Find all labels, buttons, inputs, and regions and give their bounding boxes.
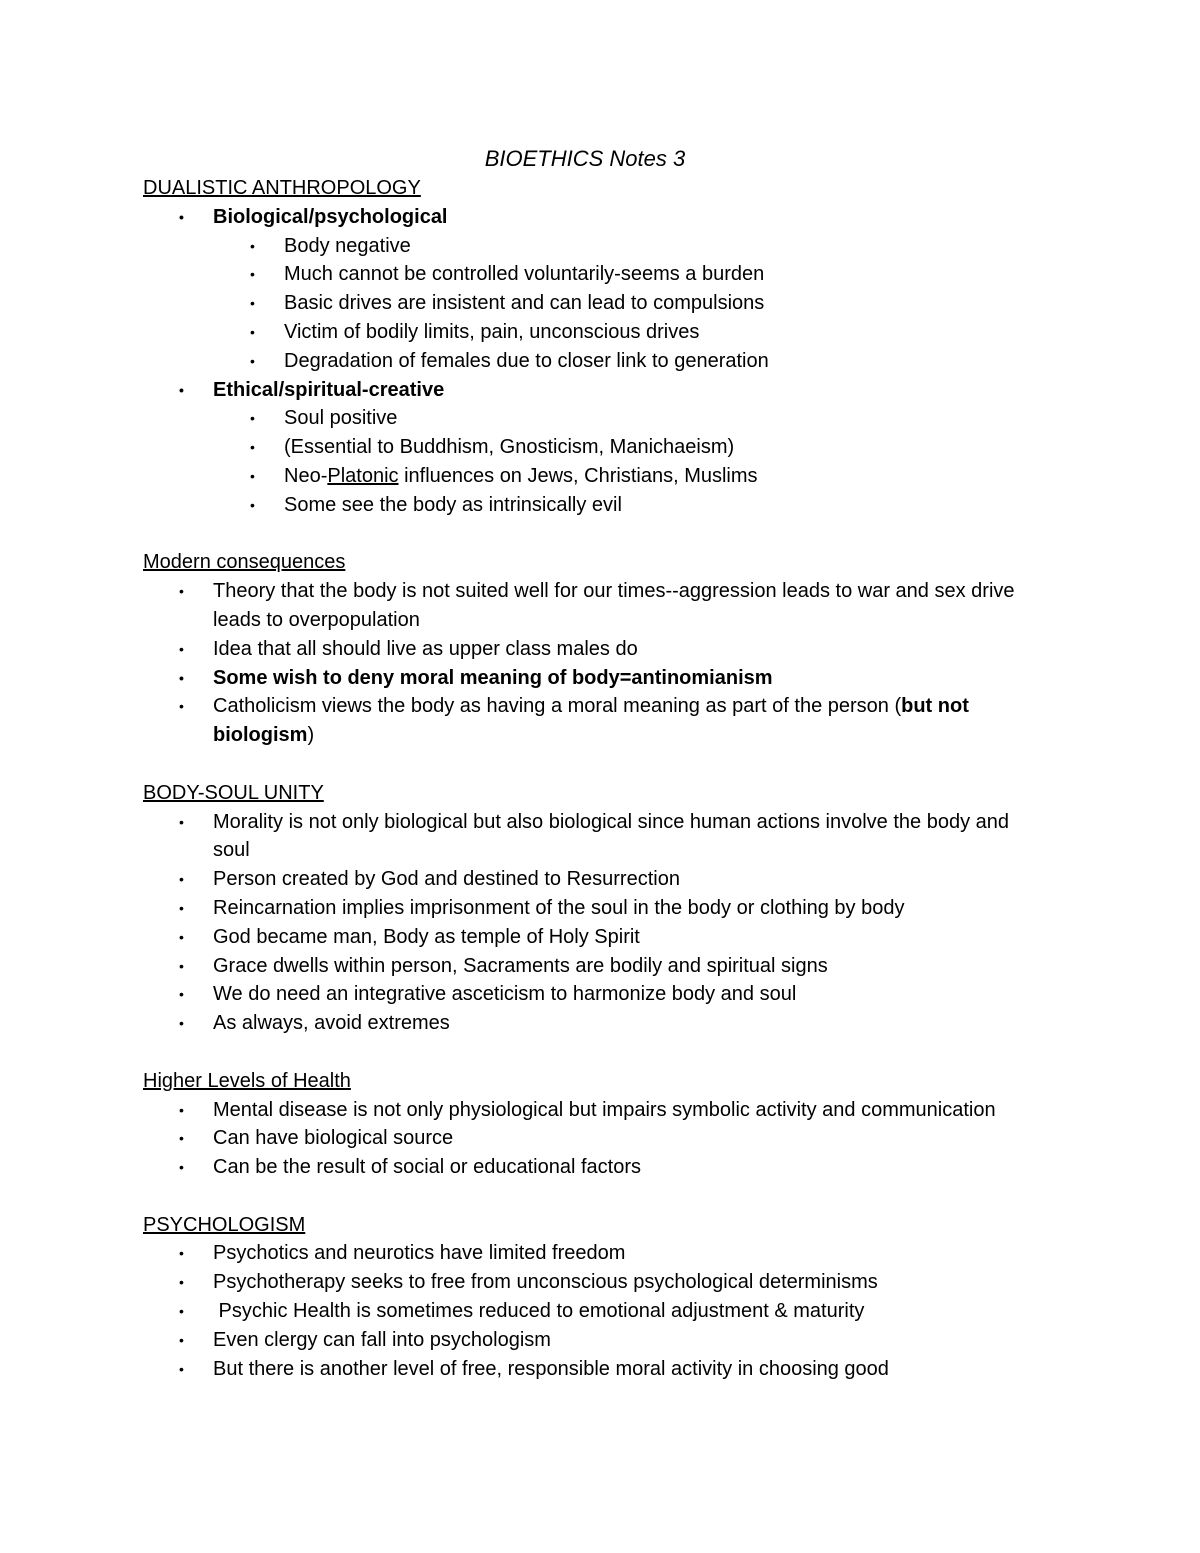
list-item-text: Biological/psychological — [213, 205, 448, 228]
list-item — [143, 462, 1043, 491]
dualistic-list — [143, 203, 1043, 520]
catholicism-text: Catholicism views the body as having a moral meaning as part of the person ( — [213, 695, 902, 718]
list-item-text: Ethical/spiritual-creative — [213, 378, 445, 401]
list-item-text: We do need an integrative asceticism to harmonize body and soul — [213, 983, 797, 1006]
bullet-icon: • — [179, 1101, 184, 1118]
list-item — [143, 1009, 1043, 1038]
bullet-icon: • — [250, 266, 255, 283]
bullet-icon: • — [250, 410, 255, 427]
list-item-text: Psychotherapy seeks to free from unconscious psychological determinisms — [213, 1271, 878, 1294]
spacer — [143, 1182, 1043, 1211]
list-item-text: As always, avoid extremes — [213, 1012, 450, 1035]
list-item — [143, 1268, 1043, 1297]
list-item — [143, 1297, 1043, 1326]
platonic-underlined: Platonic — [327, 464, 399, 487]
bullet-icon: • — [179, 1303, 184, 1320]
section-heading-psychologism: PSYCHOLOGISM — [143, 1213, 306, 1236]
list-item-text: Victim of bodily limits, pain, unconscious drives — [284, 320, 700, 343]
bullet-icon: • — [250, 237, 255, 254]
unity-list — [143, 808, 1043, 1038]
bullet-icon: • — [179, 1130, 184, 1147]
list-item-text: Person created by God and destined to Resurrection — [213, 868, 680, 891]
list-item — [143, 491, 1043, 520]
health-list — [143, 1096, 1043, 1182]
list-item-text: Can be the result of social or educational factors — [213, 1156, 642, 1179]
list-item — [143, 1124, 1043, 1153]
bullet-icon: • — [179, 957, 184, 974]
bullet-icon: • — [179, 899, 184, 916]
list-item — [143, 1326, 1043, 1355]
list-item-text: Theory that the body is not suited well for our times--aggression leads to war and sex drive leads to overpopulation — [213, 580, 1015, 631]
document-body — [143, 144, 1043, 1383]
list-item — [143, 404, 1043, 433]
bullet-icon: • — [250, 323, 255, 340]
list-item — [143, 1096, 1043, 1125]
list-item-text: Morality is not only biological but also biological since human actions involve the body and soul — [213, 810, 1010, 862]
neo-suffix: influences on Jews, Christians, Muslims — [398, 464, 758, 487]
list-item-text: Even clergy can fall into psychologism — [213, 1328, 551, 1351]
list-item-text: Basic drives are insistent and can lead to compulsions — [284, 292, 765, 315]
page-title: BIOETHICS Notes 3 — [484, 146, 686, 171]
list-item — [143, 1355, 1043, 1384]
bullet-icon: • — [179, 1159, 184, 1176]
list-item — [143, 347, 1043, 376]
list-item-text: Psychotics and neurotics have limited freedom — [213, 1242, 626, 1265]
list-item-text: Soul positive — [284, 407, 398, 430]
bullet-icon: • — [179, 986, 184, 1003]
list-item-text: But there is another level of free, responsible moral activity in choosing good — [213, 1357, 889, 1380]
list-item-text: Can have biological source — [213, 1127, 454, 1150]
list-item — [143, 952, 1043, 981]
psychologism-list — [143, 1239, 1043, 1383]
bullet-icon: • — [179, 1274, 184, 1291]
bullet-icon: • — [179, 381, 184, 398]
list-item-text: Degradation of females due to closer link to generation — [284, 349, 769, 372]
bullet-icon: • — [179, 1245, 184, 1262]
list-item — [143, 808, 1043, 866]
list-item-text: Grace dwells within person, Sacraments are bodily and spiritual signs — [213, 954, 828, 977]
list-item — [143, 923, 1043, 952]
bullet-icon: • — [179, 583, 184, 600]
catholicism-bold: but not biologism — [213, 695, 969, 747]
list-item-text: God became man, Body as temple of Holy Spirit — [213, 925, 640, 948]
bullet-icon: • — [179, 871, 184, 888]
list-item — [143, 664, 1043, 693]
list-item-text: Much cannot be controlled voluntarily-seems a burden — [284, 263, 765, 286]
spacer — [143, 520, 1043, 549]
bullet-icon: • — [250, 439, 255, 456]
modern-list — [143, 577, 1043, 750]
section-heading-unity: BODY-SOUL UNITY — [143, 781, 324, 804]
list-item — [143, 318, 1043, 347]
list-item — [143, 980, 1043, 1009]
catholicism-end: ) — [307, 724, 315, 747]
list-item — [143, 635, 1043, 664]
list-item-text: Idea that all should live as upper class males do — [213, 637, 638, 660]
bullet-icon: • — [250, 467, 255, 484]
bullet-icon: • — [179, 928, 184, 945]
section-heading-modern: Modern consequences — [143, 551, 346, 574]
section-heading-dualistic: DUALISTIC ANTHROPOLOGY — [143, 177, 421, 199]
section-heading-health: Higher Levels of Health — [143, 1069, 351, 1092]
bullet-icon: • — [179, 813, 184, 830]
bullet-icon: • — [179, 1360, 184, 1377]
bullet-icon: • — [179, 1331, 184, 1348]
list-item — [143, 433, 1043, 462]
list-item-text: (Essential to Buddhism, Gnosticism, Manichaeism) — [284, 436, 735, 459]
list-item — [143, 1239, 1043, 1268]
list-item — [143, 894, 1043, 923]
list-item — [143, 692, 1043, 750]
bullet-icon: • — [179, 669, 184, 686]
bullet-icon: • — [250, 352, 255, 369]
spacer — [143, 1038, 1043, 1067]
list-item — [143, 289, 1043, 318]
bullet-icon: • — [179, 208, 184, 225]
bullet-icon: • — [179, 1015, 184, 1032]
bullet-icon: • — [250, 496, 255, 513]
neo-prefix: Neo- — [284, 464, 328, 487]
bullet-icon: • — [179, 698, 184, 715]
list-item — [143, 203, 1043, 232]
list-item-text: Body negative — [284, 234, 411, 257]
list-item-text: Psychic Health is sometimes reduced to emotional adjustment & maturity — [213, 1300, 865, 1323]
list-item — [143, 260, 1043, 289]
list-item — [143, 865, 1043, 894]
list-item — [143, 232, 1043, 261]
list-item-text: Some see the body as intrinsically evil — [284, 493, 622, 516]
list-item — [143, 577, 1043, 635]
list-item — [143, 1153, 1043, 1182]
list-item-text: Some wish to deny moral meaning of body=antinomianism — [213, 666, 773, 689]
spacer — [143, 750, 1043, 779]
bullet-icon: • — [179, 640, 184, 657]
list-item-text: Mental disease is not only physiological but impairs symbolic activity and communication — [213, 1098, 996, 1121]
list-item-text: Reincarnation implies imprisonment of the soul in the body or clothing by body — [213, 896, 905, 919]
bullet-icon: • — [250, 295, 255, 312]
list-item — [143, 376, 1043, 405]
